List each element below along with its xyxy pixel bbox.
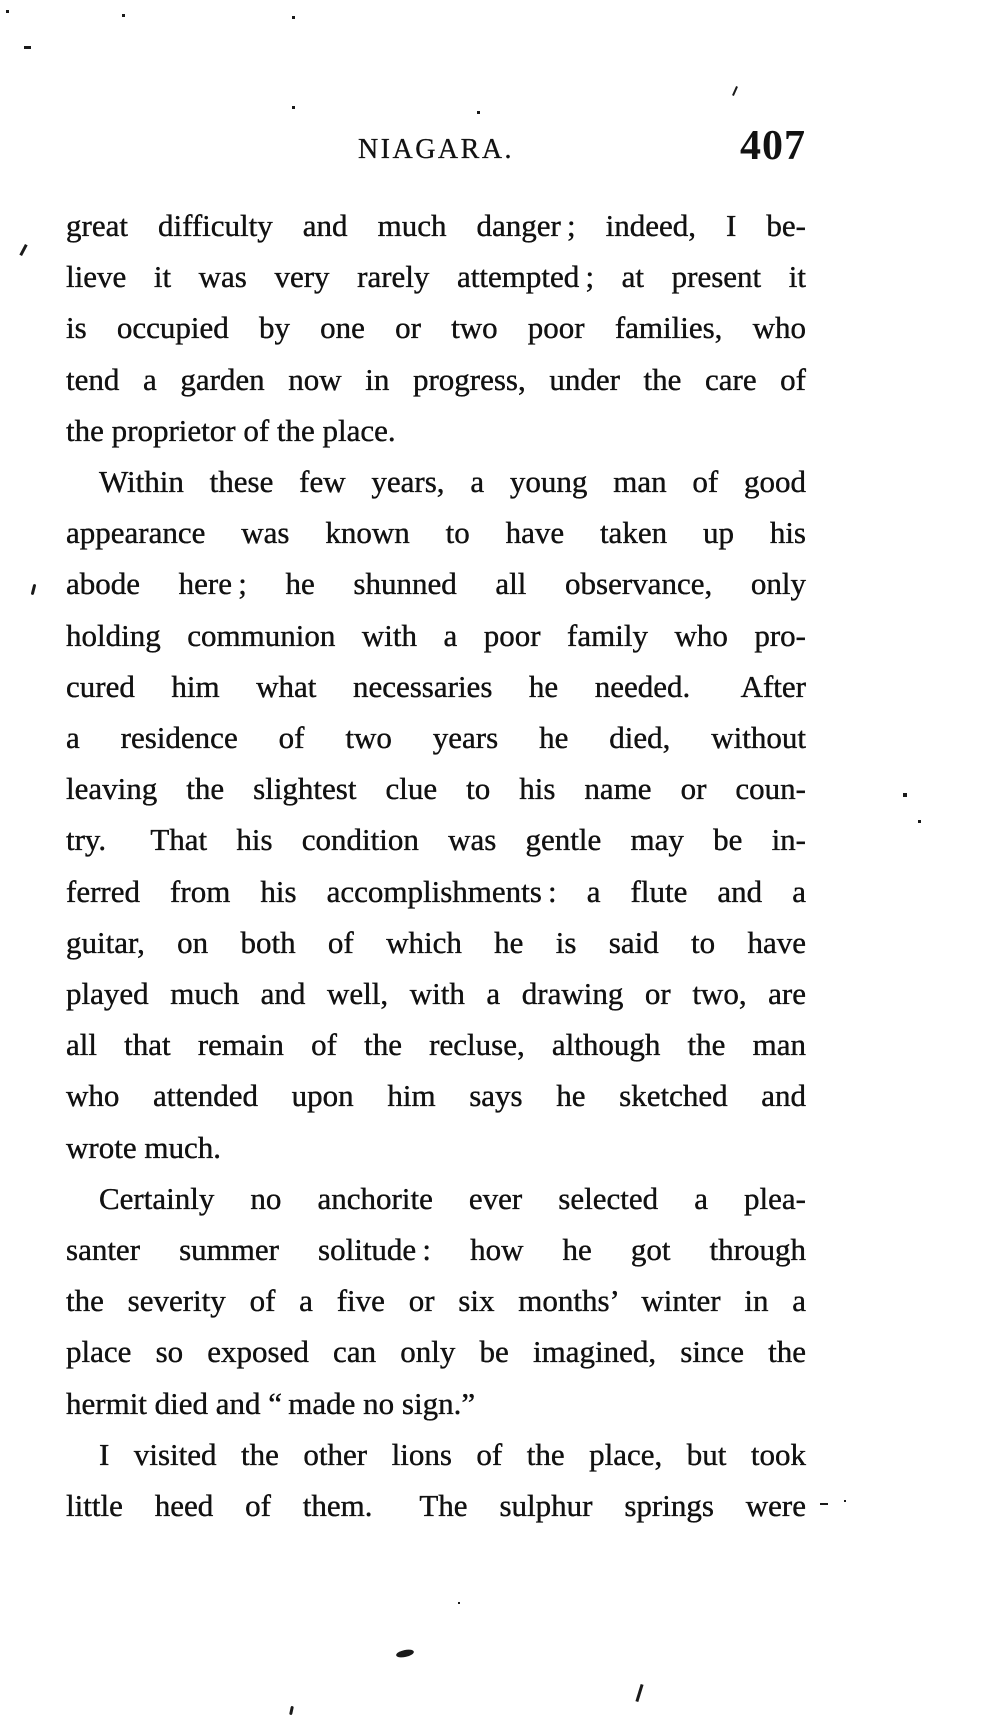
text-line: Certainly no anchorite ever selected a plea- bbox=[99, 1180, 806, 1216]
text-line: who attended upon him says he sketched and bbox=[66, 1078, 806, 1114]
text-line: little heed of them. The sulphur springs were bbox=[66, 1488, 806, 1524]
scan-speck bbox=[477, 111, 480, 114]
scan-backslash-mark bbox=[635, 1684, 643, 1702]
scan-comma-mark bbox=[31, 584, 37, 595]
scan-speck bbox=[24, 46, 31, 49]
scan-speck bbox=[844, 1500, 846, 1502]
text-line: played much and well, with a drawing or two, are bbox=[66, 976, 806, 1012]
body-text bbox=[66, 200, 806, 1531]
text-line: tend a garden now in progress, under the care of bbox=[66, 361, 806, 397]
scan-comma-mark bbox=[289, 1706, 294, 1715]
scan-speck bbox=[292, 106, 295, 109]
text-line: holding communion with a poor family who pro- bbox=[66, 617, 806, 653]
scan-speck bbox=[903, 793, 907, 797]
text-line: place so exposed can only be imagined, since the bbox=[66, 1334, 806, 1370]
text-line: Within these few years, a young man of good bbox=[99, 464, 806, 500]
text-line: cured him what necessaries he needed. After bbox=[66, 668, 806, 704]
scan-tick-mark bbox=[732, 86, 738, 96]
text-line: try. That his condition was gentle may be in- bbox=[66, 822, 806, 858]
text-line: all that remain of the recluse, although the man bbox=[66, 1027, 806, 1063]
text-line: I visited the other lions of the place, but took bbox=[99, 1436, 806, 1472]
scan-speck bbox=[6, 10, 9, 13]
running-header bbox=[66, 123, 806, 174]
text-line: leaving the slightest clue to his name or coun- bbox=[66, 771, 806, 807]
scan-tick-mark bbox=[19, 244, 27, 256]
text-line: great difficulty and much danger ; indeed, I be- bbox=[66, 208, 806, 243]
scan-speck bbox=[458, 1602, 460, 1604]
text-line: hermit died and “ made no sign.” bbox=[66, 1385, 476, 1421]
page-number: 407 bbox=[740, 123, 806, 169]
text-line: santer summer solitude : how he got through bbox=[66, 1232, 806, 1268]
scan-smudge bbox=[395, 1648, 414, 1659]
text-line: ferred from his accomplishments : a flute and a bbox=[66, 873, 806, 909]
text-line: guitar, on both of which he is said to have bbox=[66, 924, 806, 960]
text-line: is occupied by one or two poor families, who bbox=[66, 310, 806, 346]
text-line: a residence of two years he died, without bbox=[66, 720, 806, 756]
scan-speck bbox=[820, 1503, 828, 1505]
text-line: the proprietor of the place. bbox=[66, 412, 396, 448]
text-line: the severity of a five or six months’ winter in a bbox=[66, 1283, 806, 1319]
text-line: abode here ; he shunned all observance, only bbox=[66, 566, 806, 602]
text-line: appearance was known to have taken up his bbox=[66, 515, 806, 551]
text-line: lieve it was very rarely attempted ; at present it bbox=[66, 259, 806, 295]
scan-speck bbox=[292, 16, 295, 19]
running-head-title: NIAGARA. bbox=[357, 134, 515, 165]
text-line: wrote much. bbox=[66, 1129, 221, 1165]
scan-speck bbox=[918, 820, 921, 823]
scan-speck bbox=[122, 14, 125, 17]
